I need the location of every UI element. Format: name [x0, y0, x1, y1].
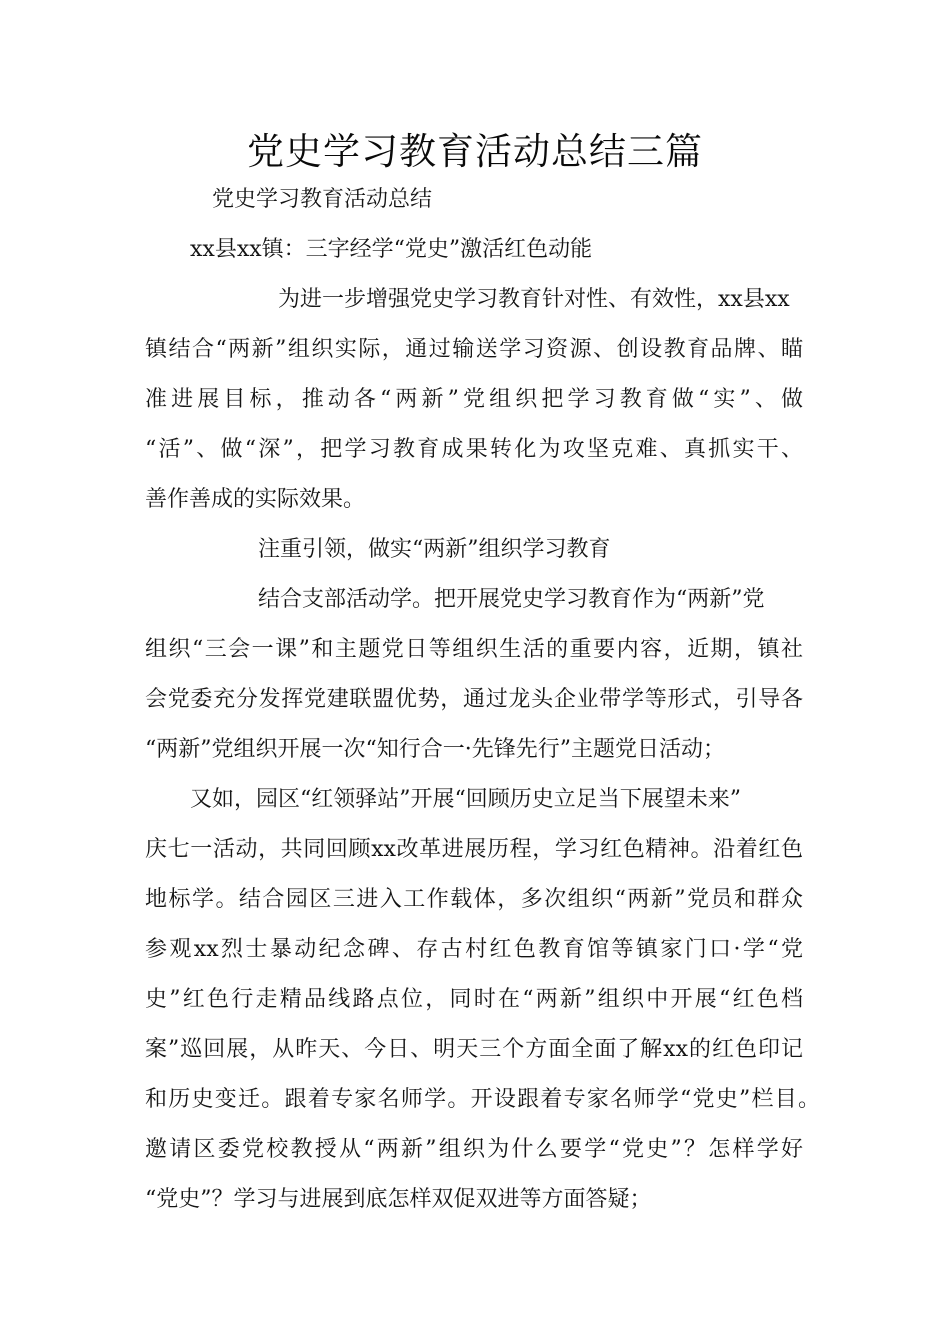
- document-subtitle: 党史学习教育活动总结: [212, 187, 433, 212]
- paragraph-3-line: “党史”？学习与进展到底怎样双促双进等方面答疑；: [145, 1187, 652, 1212]
- paragraph-2-line: “两新”党组织开展一次“知行合一·先锋先行”主题党日活动；: [145, 737, 725, 762]
- paragraph-3-line: 参观xx烈士暴动纪念碑、存古村红色教育馆等镇家门口·学“党: [145, 937, 803, 962]
- paragraph-3-line: 和历史变迁。跟着专家名师学。开设跟着专家名师学“党史”栏目。: [145, 1087, 820, 1112]
- paragraph-3-line: 庆七一活动，共同回顾xx改革进展历程，学习红色精神。沿着红色: [145, 837, 803, 862]
- paragraph-3-line: 地标学。结合园区三进入工作载体，多次组织“两新”党员和群众: [145, 887, 803, 912]
- paragraph-2-line: 组织“三会一课”和主题党日等组织生活的重要内容，近期，镇社: [145, 637, 803, 662]
- document-title: 党史学习教育活动总结三篇: [247, 130, 703, 173]
- paragraph-1-line: 为进一步增强党史学习教育针对性、有效性，xx县xx: [278, 287, 790, 312]
- paragraph-3-line: 邀请区委党校教授从“两新”组织为什么要学“党史”？怎样学好: [145, 1137, 803, 1162]
- paragraph-2-line: 会党委充分发挥党建联盟优势，通过龙头企业带学等形式，引导各: [145, 687, 803, 712]
- paragraph-3-line: 史”红色行走精品线路点位，同时在“两新”组织中开展“红色档: [145, 987, 803, 1012]
- paragraph-1-line: 善作善成的实际效果。: [145, 487, 366, 512]
- paragraph-1-line: 镇结合“两新”组织实际，通过输送学习资源、创设教育品牌、瞄: [145, 337, 803, 362]
- paragraph-3-line: 案”巡回展，从昨天、今日、明天三个方面全面了解xx的红色印记: [145, 1037, 803, 1062]
- section-heading: 注重引领，做实“两新”组织学习教育: [258, 537, 611, 562]
- paragraph-1-line: 准进展目标，推动各“两新”党组织把学习教育做“实”、做: [145, 387, 803, 412]
- paragraph-2-line: 结合支部活动学。把开展党史学习教育作为“两新”党: [258, 587, 765, 612]
- article-heading: xx县xx镇：三字经学“党史”激活红色动能: [190, 237, 593, 262]
- paragraph-1-line: “活”、做“深”，把学习教育成果转化为攻坚克难、真抓实干、: [145, 437, 803, 462]
- paragraph-3-line: 又如，园区“红领驿站”开展“回顾历史立足当下展望未来”: [190, 787, 741, 812]
